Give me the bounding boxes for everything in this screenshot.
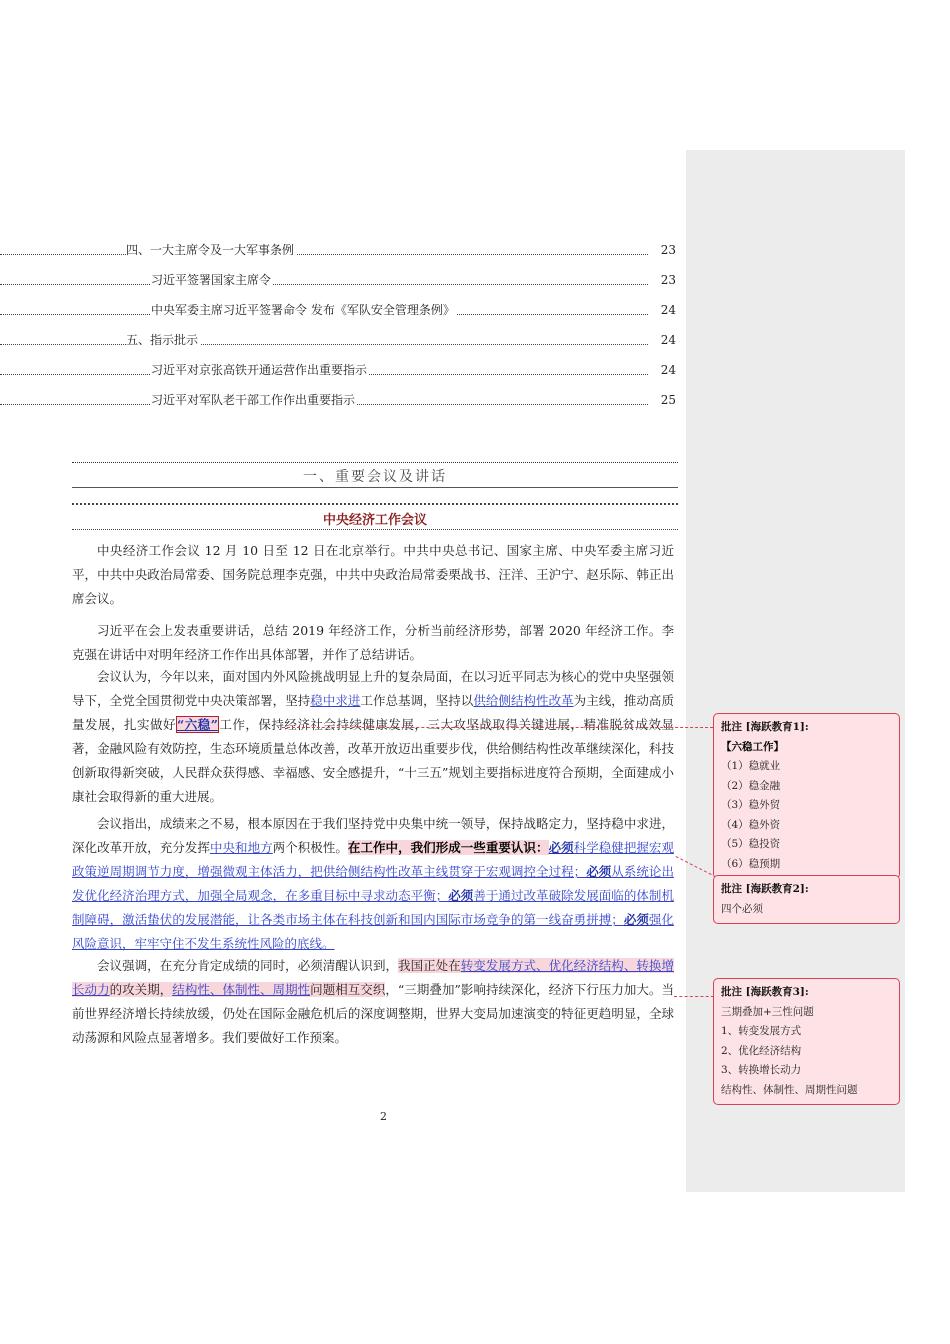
toc-entry-page: 23 bbox=[660, 273, 676, 287]
comment-line: 【六稳工作】 bbox=[721, 740, 784, 753]
text-run: 会议强调，在充分肯定成绩的同时，必须清醒认识到， bbox=[97, 958, 399, 973]
toc-entry[interactable] bbox=[0, 392, 678, 408]
text-run: 工作，保持经济社会持续健康发展，三大攻坚战取得关键进展，精准脱贫成效显著，金融风险有效防控，生态环境质量总体改善，改革开放迈出重要步伐，供给侧结构性改革继续深化，科技创新取得新突破，人民群众获得感、幸福感、安全感提升，“十三五”规划主要指标进度符合预期，全面建成小康社会取得新的重大进展。 bbox=[72, 717, 674, 804]
toc-entry[interactable] bbox=[0, 362, 678, 378]
comment-line: （2）稳金融 bbox=[721, 779, 781, 792]
comment-line: 四个必须 bbox=[721, 902, 763, 915]
comment-line: （5）稳投资 bbox=[721, 838, 781, 850]
toc-entry-page: 25 bbox=[660, 393, 676, 407]
heading-rule-top bbox=[72, 462, 678, 463]
toc-entry-label: 习近平对京张高铁开通运营作出重要指示 bbox=[151, 363, 368, 377]
underlined-term: 结构性、体制性、周期性 bbox=[172, 982, 311, 997]
comment-anchor-3[interactable]: 我国正处在 bbox=[398, 958, 461, 973]
underlined-term: 从系统论出发优化经济治理方式，加强全局观念，在多重目标中寻求动态平衡； bbox=[72, 864, 674, 903]
highlighted-text: 问题相互交织 bbox=[310, 982, 386, 997]
text-run: 两个积极性。 bbox=[272, 840, 348, 855]
toc-entry-label: 四、一大主席令及一大军事条例 bbox=[126, 243, 295, 257]
comment-title: 批注 [海跃教育3]: bbox=[721, 986, 809, 998]
comment-line: 结构性、体制性、周期性问题 bbox=[721, 1083, 858, 1096]
underlined-term: 强化风险意识，牢牢守住不发生系统性风险的底线。 bbox=[72, 912, 674, 951]
toc-entry-label: 习近平对军队老干部工作作出重要指示 bbox=[151, 393, 356, 407]
comment-connector-3 bbox=[674, 996, 714, 997]
comment-line: （4）稳外资 bbox=[721, 818, 781, 831]
toc-entry-label: 中央军委主席习近平签署命令 发布《军队安全管理条例》 bbox=[151, 303, 455, 317]
subsection-heading: 中央经济工作会议 bbox=[322, 513, 427, 528]
toc-entry[interactable] bbox=[0, 302, 678, 318]
toc-entry-page: 24 bbox=[660, 303, 676, 317]
text-run: 为主线，推动高质量发展，扎实做好 bbox=[72, 693, 674, 732]
page-number: 2 bbox=[380, 1110, 387, 1123]
underlined-term: 转变发展方式、优化经济结构、转换增长动力 bbox=[72, 958, 674, 997]
toc-entry-page: 24 bbox=[660, 333, 676, 347]
toc-entry-label: 五、指示批示 bbox=[126, 333, 199, 347]
subheading-rule-top bbox=[72, 503, 678, 505]
heading-rule-bottom bbox=[72, 487, 678, 488]
paragraph-5 bbox=[72, 954, 674, 1050]
comment-balloon-2[interactable] bbox=[713, 875, 900, 924]
toc-entry[interactable] bbox=[0, 332, 678, 348]
underlined-term: 稳中求进 bbox=[310, 693, 361, 708]
underlined-term: 供给侧结构性改革 bbox=[473, 693, 574, 708]
paragraph-4 bbox=[72, 812, 674, 956]
paragraph-3 bbox=[72, 665, 674, 809]
comment-line: 2、优化经济结构 bbox=[721, 1044, 802, 1057]
text-run: 会议指出，成绩来之不易，根本原因在于我们坚持党中央集中统一领导，保持战略定力，坚持稳中求进，深化改革开放，充分发挥 bbox=[72, 816, 674, 855]
comment-connector-1 bbox=[282, 727, 713, 728]
comment-line: 1、转变发展方式 bbox=[721, 1025, 802, 1037]
paragraph-1: 中央经济工作会议 12 月 10 日至 12 日在北京举行。中共中央总书记、国家主席、中央军委主席习近平，中共中央政治局常委、国务院总理李克强，中共中央政治局常委栗战书、汪洋、王沪宁、赵乐际、韩正出席会议。 bbox=[72, 543, 674, 606]
toc-entry[interactable] bbox=[0, 272, 678, 288]
text-run: ，“三期叠加”影响持续深化，经济下行压力加大。当前世界经济增长持续放缓，仍处在国际金融危机后的深度调整期，世界大变局加速演变的特征更趋明显，全球动荡源和风险点显著增多。我们要做好工作预案。 bbox=[72, 982, 674, 1045]
toc-entry[interactable] bbox=[0, 242, 678, 258]
underlined-term: 善于通过改革破除发展面临的体制机制障碍，激活蛰伏的发展潜能，让各类市场主体在科技创新和国内国际市场竞争的第一线奋勇拼搏； bbox=[72, 888, 674, 927]
paragraph-2: 习近平在会上发表重要讲话，总结 2019 年经济工作，分析当前经济形势，部署 2020 年经济工作。李克强在讲话中对明年经济工作作出具体部署，并作了总结讲话。 bbox=[72, 623, 674, 662]
text-run: 会议认为，今年以来，面对国内外风险挑战明显上升的复杂局面，在以习近平同志为核心的党中央坚强领导下，全党全国贯彻党中央决策部署，坚持 bbox=[72, 669, 674, 708]
toc-entry-page: 24 bbox=[660, 363, 676, 377]
emphasis-term: 必须 bbox=[448, 888, 474, 903]
toc-entry-label: 习近平签署国家主席令 bbox=[151, 273, 272, 287]
comment-title: 批注 [海跃教育2]: bbox=[721, 883, 809, 895]
section-heading: 一、重要会议及讲话 bbox=[303, 469, 447, 485]
subheading-rule-bottom bbox=[72, 529, 678, 530]
comment-line: 3、转换增长动力 bbox=[721, 1064, 802, 1076]
comment-line: （6）稳预期 bbox=[721, 857, 781, 870]
comment-title: 批注 [海跃教育1]: bbox=[721, 721, 809, 733]
underlined-term: 中央和地方 bbox=[209, 840, 273, 855]
emphasis-term: 必须 bbox=[586, 864, 612, 879]
emphasis-term: 必须 bbox=[548, 840, 574, 855]
comment-balloon-3[interactable] bbox=[713, 978, 900, 1105]
comment-line: 三期叠加+三性问题 bbox=[721, 1005, 814, 1018]
comment-line: （1）稳就业 bbox=[721, 760, 781, 772]
highlighted-text: 的攻关期， bbox=[109, 982, 173, 997]
emphasis-term: 必须 bbox=[623, 912, 649, 927]
comment-line: （3）稳外贸 bbox=[721, 799, 781, 811]
comment-anchor-2[interactable]: 在工作中，我们形成一些重要认识： bbox=[347, 840, 549, 855]
toc-entry-page: 23 bbox=[660, 243, 676, 257]
text-run: 工作总基调，坚持以 bbox=[360, 693, 474, 708]
underlined-term: 科学稳健把握宏观政策逆周期调节力度，增强微观主体活力，把供给侧结构性改革主线贯穿于宏观调控全过程； bbox=[72, 840, 674, 879]
comment-balloon-1[interactable] bbox=[713, 713, 900, 879]
comment-anchor-1[interactable]: “六稳” bbox=[177, 717, 218, 732]
